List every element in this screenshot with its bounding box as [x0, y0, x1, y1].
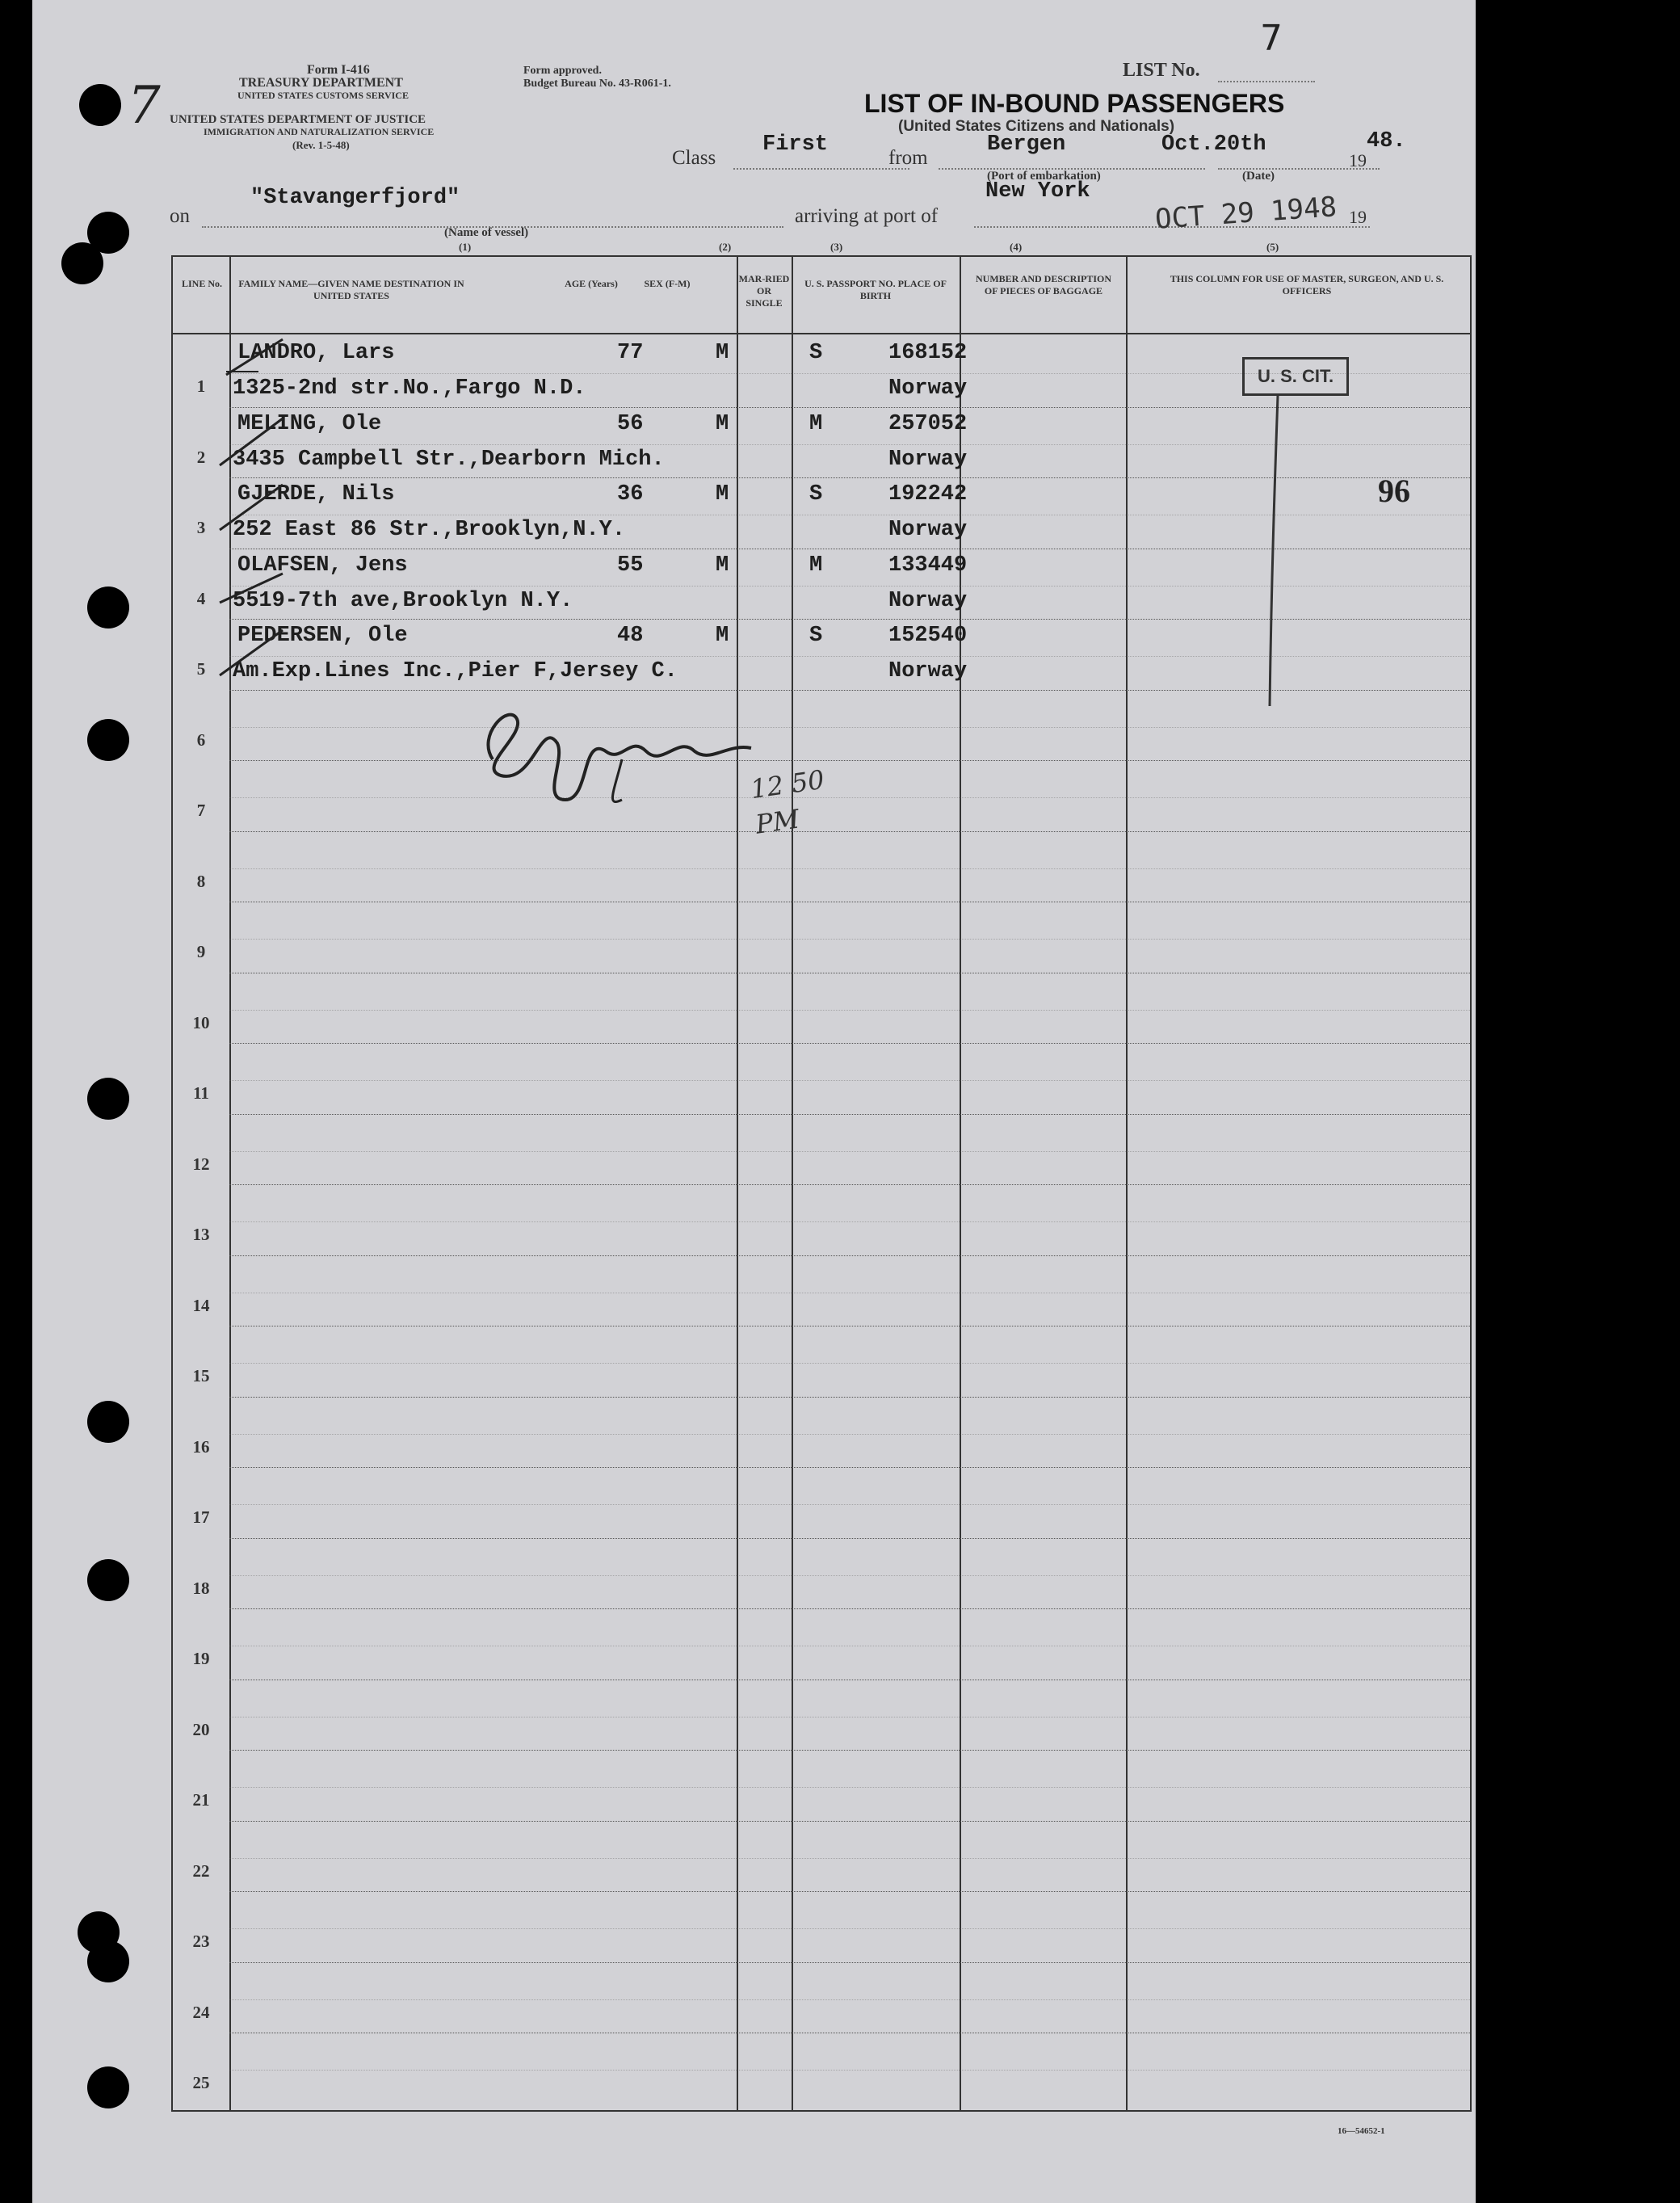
row-midline [229, 2070, 1470, 2071]
row-midline [229, 1999, 1470, 2000]
row-midline [229, 1363, 1470, 1364]
line-number: 2 [196, 447, 206, 467]
line-number: 16 [192, 1436, 210, 1457]
passenger-list-page [32, 0, 1476, 2203]
passenger-table [171, 255, 1472, 2112]
row-midline [229, 1151, 1470, 1152]
from-label: from [888, 147, 928, 169]
row-separator [229, 1114, 1470, 1115]
row-separator [229, 1750, 1470, 1751]
passenger-name: OLAFSEN, Jens [237, 553, 408, 578]
passenger-name: PEDERSEN, Ole [237, 624, 408, 648]
passenger-destination: 3435 Campbell Str.,Dearborn Mich. [233, 447, 665, 472]
row-separator [229, 1608, 1470, 1609]
row-separator [229, 1184, 1470, 1185]
col-head-officers: THIS COLUMN FOR USE OF MASTER, SURGEON, AND U. S. OFFICERS [1170, 273, 1444, 296]
us-cit-stamp: U. S. CIT. [1242, 357, 1349, 396]
row-separator [229, 1821, 1470, 1822]
punch-hole [87, 586, 129, 629]
col-index-1: (1) [459, 241, 472, 253]
line-number: 21 [192, 1790, 210, 1810]
treasury-dept: TREASURY DEPARTMENT [239, 76, 403, 90]
customs-service: UNITED STATES CUSTOMS SERVICE [237, 90, 409, 101]
passenger-marital: S [809, 482, 823, 507]
punch-hole [87, 719, 129, 761]
arrival-port-value: New York [985, 179, 1090, 204]
corner-mark: 7 [128, 76, 161, 136]
passenger-age: 55 [617, 553, 644, 578]
list-no-label: LIST No. [1123, 60, 1200, 81]
passport-number: 133449 [888, 553, 968, 578]
line-number: 25 [192, 2073, 210, 2092]
passenger-marital: S [809, 624, 823, 648]
row-separator [229, 1962, 1470, 1963]
punch-hole [87, 2066, 129, 2108]
row-midline [229, 1221, 1470, 1222]
margin-number: 96 [1378, 473, 1410, 509]
row-midline [229, 1575, 1470, 1576]
punch-hole [87, 1078, 129, 1120]
budget-bureau: Budget Bureau No. 43-R061-1. [523, 78, 671, 90]
passenger-marital: M [809, 553, 823, 578]
line-number: 7 [196, 801, 206, 820]
place-of-birth: Norway [888, 447, 968, 472]
form-approved: Form approved. [523, 65, 602, 77]
arriving-label: arriving at port of [795, 205, 939, 227]
passenger-destination: Am.Exp.Lines Inc.,Pier F,Jersey C. [233, 659, 678, 683]
class-label: Class [672, 147, 716, 169]
list-no-value: 7 [1260, 18, 1283, 59]
line-number: 17 [192, 1507, 210, 1527]
row-midline [229, 1928, 1470, 1929]
page-title: LIST OF IN-BOUND PASSENGERS [864, 89, 1285, 118]
passenger-sex: M [716, 553, 729, 578]
passport-number: 192242 [888, 482, 968, 507]
line-number: 9 [196, 942, 206, 961]
punch-hole [87, 1401, 129, 1443]
row-separator [229, 1043, 1470, 1044]
row-midline [229, 1858, 1470, 1859]
passenger-name: GJERDE, Nils [237, 482, 395, 507]
passport-number: 257052 [888, 411, 968, 436]
punch-hole [87, 1940, 129, 1982]
line-number: 18 [192, 1578, 210, 1598]
line-number: 23 [192, 1932, 210, 1951]
year-value: 48. [1367, 129, 1406, 153]
place-of-birth: Norway [888, 588, 968, 613]
punch-hole [79, 84, 121, 126]
col-index-2: (2) [719, 241, 732, 253]
row-separator [229, 1397, 1470, 1398]
officer-pen-line [1263, 391, 1296, 714]
col-head-passport: U. S. PASSPORT NO. PLACE OF BIRTH [804, 278, 947, 301]
row-separator [229, 831, 1470, 832]
row-midline [229, 1080, 1470, 1081]
arrival-date-stamp: OCT 29 1948 [1153, 191, 1338, 236]
passenger-destination: 5519-7th ave,Brooklyn N.Y. [233, 588, 573, 613]
embark-date-value: Oct.20th [1161, 132, 1266, 157]
place-of-birth: Norway [888, 376, 968, 401]
passenger-age: 77 [617, 341, 644, 365]
passenger-sex: M [716, 482, 729, 507]
page-subtitle: (United States Citizens and Nationals) [898, 118, 1175, 135]
class-line [733, 168, 909, 170]
passenger-age: 48 [617, 624, 644, 648]
line-number: 20 [192, 1719, 210, 1739]
passenger-sex: M [716, 411, 729, 436]
punch-hole [87, 1559, 129, 1601]
line-number: 24 [192, 2002, 210, 2022]
row-midline [229, 939, 1470, 940]
col-head-sex: SEX (F-M) [644, 278, 691, 289]
port-embarkation-value: Bergen [987, 132, 1066, 157]
line-number: 4 [196, 588, 206, 608]
col-index-4: (4) [1010, 241, 1023, 253]
line-number: 14 [192, 1295, 210, 1315]
col-head-baggage: NUMBER AND DESCRIPTION OF PIECES OF BAGGAGE [975, 273, 1112, 296]
line-number: 11 [193, 1083, 209, 1103]
row-separator [229, 1891, 1470, 1892]
passenger-age: 36 [617, 482, 644, 507]
row-midline [229, 1504, 1470, 1505]
col-head-name: FAMILY NAME—GIVEN NAME DESTINATION IN UNITED STATES [238, 278, 464, 301]
passenger-marital: M [809, 411, 823, 436]
line-number: 1 [196, 376, 206, 396]
passenger-sex: M [716, 624, 729, 648]
passport-number: 152540 [888, 624, 968, 648]
passenger-name: LANDRO, Lars [237, 341, 395, 365]
passenger-destination: 1325-2nd str.No.,Fargo N.D. [233, 376, 586, 401]
line-number: 10 [192, 1012, 210, 1032]
passenger-marital: S [809, 341, 823, 365]
officer-signature [460, 687, 800, 808]
line-number: 5 [196, 659, 206, 679]
place-of-birth: Norway [888, 659, 968, 683]
dept-of-justice: UNITED STATES DEPARTMENT OF JUSTICE [170, 113, 426, 126]
passenger-name: MELING, Ole [237, 411, 382, 436]
line-number: 3 [196, 518, 206, 537]
on-label: on [170, 205, 190, 227]
row-midline [229, 868, 1470, 869]
port-embarkation-label: (Port of embarkation) [987, 170, 1101, 183]
handwritten-time: 12 50 PM [748, 763, 826, 840]
line-number: 19 [192, 1649, 210, 1668]
col-head-age: AGE (Years) [565, 278, 618, 289]
line-number: 22 [192, 1860, 210, 1881]
line-number: 8 [196, 871, 206, 891]
ins-service: IMMIGRATION AND NATURALIZATION SERVICE [204, 126, 435, 137]
col-head-married: MAR-RIED OR SINGLE [738, 273, 790, 309]
vessel-name: "Stavangerfjord" [250, 186, 460, 210]
vessel-label: (Name of vessel) [444, 226, 529, 239]
row-midline [229, 1010, 1470, 1011]
year-prefix-2: 19 [1349, 207, 1367, 227]
col-index-5: (5) [1266, 241, 1279, 253]
row-midline [229, 727, 1470, 728]
line-number: 6 [196, 729, 206, 750]
line-number: 13 [192, 1225, 210, 1244]
check-marks [194, 323, 323, 743]
row-separator [229, 1467, 1470, 1468]
line-number: 12 [192, 1154, 210, 1174]
place-of-birth: Norway [888, 518, 968, 542]
row-separator [229, 1255, 1470, 1256]
list-no-line [1218, 81, 1315, 82]
class-value: First [762, 132, 829, 157]
passenger-age: 56 [617, 411, 644, 436]
passenger-sex: M [716, 341, 729, 365]
passport-number: 168152 [888, 341, 968, 365]
date-label: (Date) [1242, 170, 1275, 183]
line-number: 15 [192, 1366, 210, 1385]
row-midline [229, 1434, 1470, 1435]
passenger-destination: 252 East 86 Str.,Brooklyn,N.Y. [233, 518, 626, 542]
footer-code: 16—54652-1 [1338, 2126, 1385, 2136]
col-head-line: LINE No. [181, 278, 222, 289]
year-prefix: 19 [1349, 150, 1367, 170]
form-number: Form I-416 [307, 63, 370, 77]
form-revision: (Rev. 1-5-48) [292, 139, 350, 151]
row-midline [229, 1787, 1470, 1788]
col-index-3: (3) [830, 241, 843, 253]
punch-hole [61, 242, 103, 284]
row-separator [229, 1538, 1470, 1539]
